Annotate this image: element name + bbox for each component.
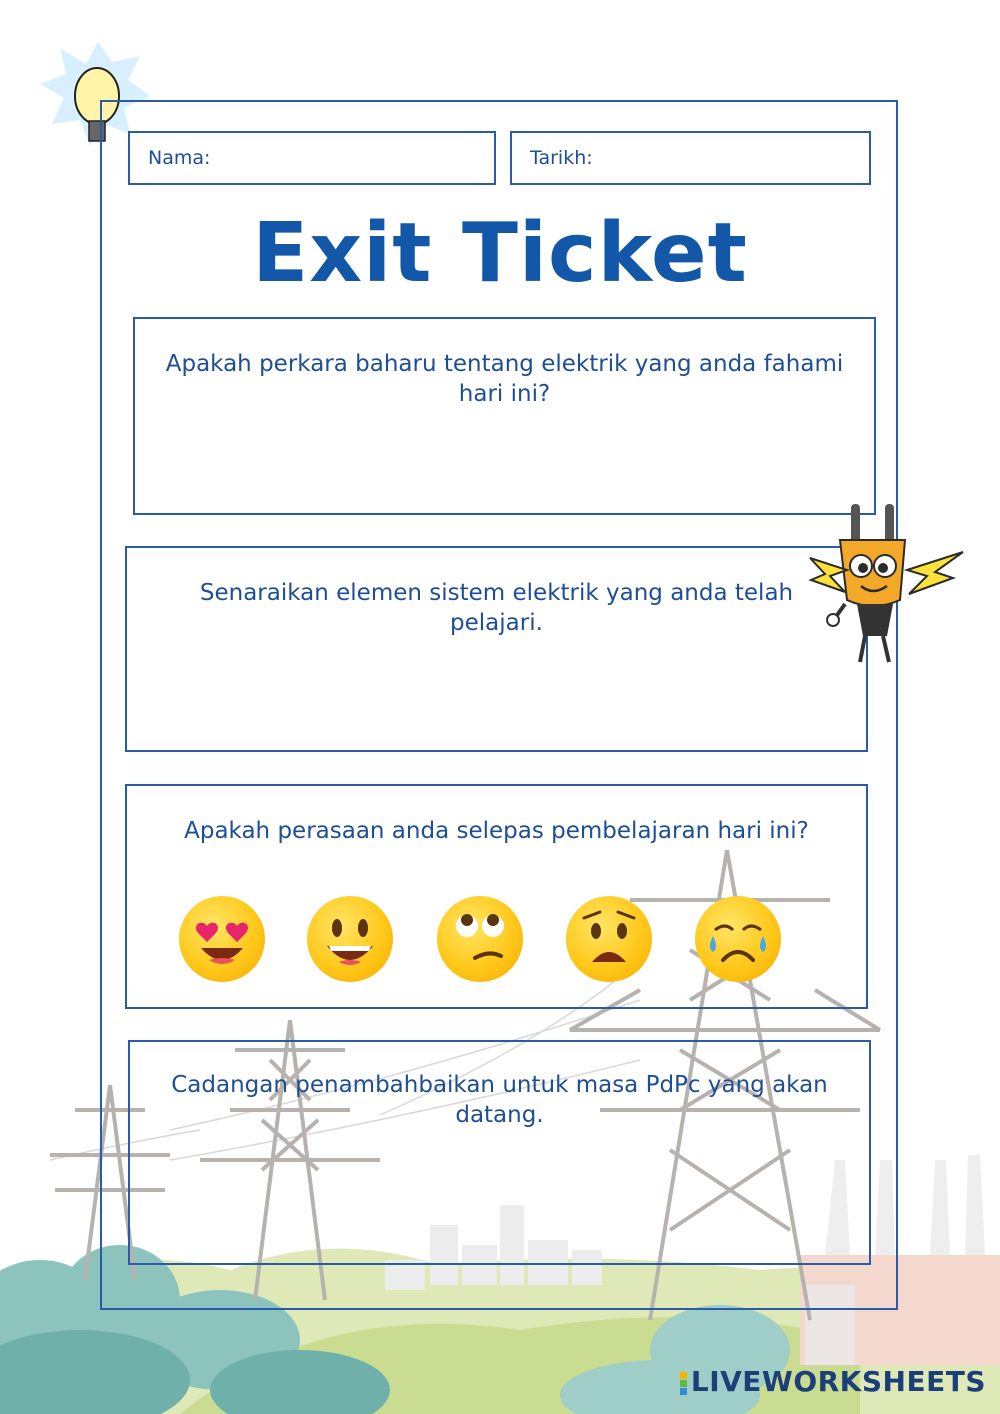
heart-eyes-emoji[interactable] xyxy=(179,896,265,982)
page-title: Exit Ticket xyxy=(252,206,748,301)
question-text-2: Senaraikan elemen sistem elektrik yang anda telah pelajari. xyxy=(199,580,794,636)
question-text-4: Cadangan penambahbaikan untuk masa PdPc yang akan datang. xyxy=(171,1072,828,1128)
question-box-2[interactable] xyxy=(125,546,868,752)
name-field[interactable] xyxy=(128,131,496,185)
question-text-1: Apakah perkara baharu tentang elektrik yang anda fahami hari ini? xyxy=(165,351,844,407)
liveworksheets-mark-icon xyxy=(680,1371,687,1396)
question-box-4[interactable] xyxy=(128,1040,871,1265)
eye-roll-emoji[interactable] xyxy=(437,896,523,982)
date-label: Tarikh: xyxy=(530,147,593,169)
worried-emoji[interactable] xyxy=(566,896,652,982)
crying-emoji[interactable] xyxy=(695,896,781,982)
name-label: Nama: xyxy=(148,147,211,169)
liveworksheets-logo xyxy=(680,1365,986,1398)
question-text-3: Apakah perasaan anda selepas pembelajaran hari ini? xyxy=(184,818,809,844)
question-box-1[interactable] xyxy=(133,317,876,515)
plug-mascot-icon xyxy=(805,500,970,670)
smiling-emoji[interactable] xyxy=(307,896,393,982)
brand-text: LIVEWORKSHEETS xyxy=(690,1365,986,1398)
date-field[interactable] xyxy=(510,131,871,185)
